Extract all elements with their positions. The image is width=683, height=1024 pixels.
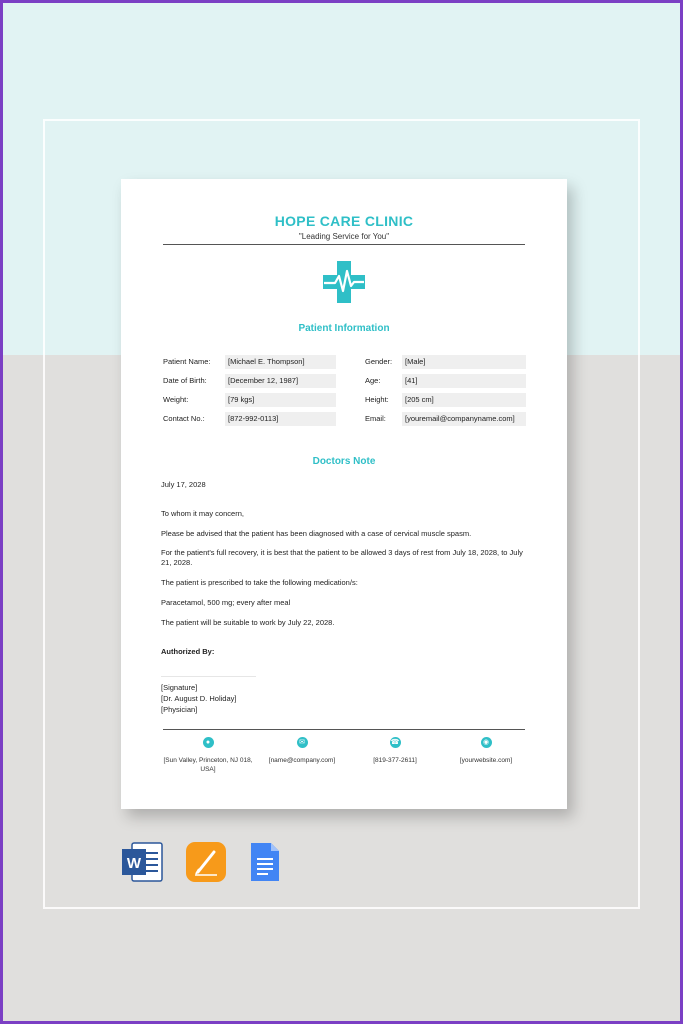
age-value: [41]	[402, 374, 526, 388]
authorized-by-label: Authorized By:	[161, 647, 215, 656]
footer-divider	[163, 729, 525, 730]
note-paragraph-rest: For the patient's full recovery, it is best that the patient to be allowed 3 days of rest from July 18, 2028, to July 21, 2028.	[161, 548, 523, 567]
medical-cross-icon	[321, 259, 367, 305]
dob-label: Date of Birth:	[163, 376, 207, 385]
footer-website	[441, 737, 531, 765]
note-return-to-work: The patient will be suitable to work by July 22, 2028.	[161, 618, 335, 627]
note-salutation: To whom it may concern,	[161, 509, 244, 518]
signature-line	[161, 676, 256, 677]
phone-icon: ☎	[390, 739, 400, 746]
contact-value: [872-992-0113]	[225, 412, 336, 426]
globe-icon: ◉	[481, 737, 492, 748]
dob-value: [December 12, 1987]	[225, 374, 336, 388]
note-date: July 17, 2028	[161, 480, 206, 489]
doctor-position: [Physician]	[161, 705, 198, 714]
note-medication: Paracetamol, 500 mg; every after meal	[161, 598, 291, 607]
clinic-name: HOPE CARE CLINIC	[274, 213, 414, 229]
patient-name-value: [Michael E. Thompson]	[225, 355, 336, 369]
footer-email-text: [name@company.com]	[268, 757, 336, 764]
clinic-tagline: "Leading Service for You"	[298, 232, 390, 241]
patient-section-title: Patient Information	[298, 323, 390, 334]
height-value: [205 cm]	[402, 393, 526, 407]
footer-phone	[350, 737, 440, 765]
footer-phone-text: [819-377-2611]	[373, 757, 417, 764]
weight-value: [79 kgs]	[225, 393, 336, 407]
footer-website-text: [yourwebsite.com]	[459, 757, 513, 764]
gender-value: [Male]	[402, 355, 526, 369]
weight-label: Weight:	[163, 395, 189, 404]
svg-text:W: W	[126, 855, 142, 872]
note-section-title: Doctors Note	[312, 456, 376, 467]
note-paragraph-diagnosis: Please be advised that the patient has been diagnosed with a case of cervical muscle spasm.	[161, 529, 472, 538]
envelope-icon: ✉	[297, 737, 308, 748]
location-pin-icon: ●	[203, 737, 214, 748]
footer-address	[163, 737, 253, 774]
word-icon[interactable]	[120, 841, 164, 883]
signature-placeholder: [Signature]	[161, 683, 198, 692]
gender-label: Gender:	[365, 357, 393, 366]
note-paragraph-prescription: The patient is prescribed to take the following medication/s:	[161, 578, 358, 587]
contact-label: Contact No.:	[163, 414, 205, 423]
doctor-name: [Dr. August D. Holiday]	[161, 694, 237, 703]
document-page	[121, 179, 567, 809]
header-divider	[163, 244, 525, 245]
age-label: Age:	[365, 376, 381, 385]
patient-name-label: Patient Name:	[163, 357, 211, 366]
pages-icon[interactable]	[186, 842, 226, 882]
footer-address-text: [Sun Valley, Princeton, NJ 018, USA]	[163, 757, 253, 773]
footer-email	[257, 737, 347, 765]
height-label: Height:	[365, 395, 389, 404]
email-value: [youremail@companyname.com]	[402, 412, 526, 426]
google-docs-icon[interactable]	[249, 841, 281, 883]
email-label: Email:	[365, 414, 386, 423]
